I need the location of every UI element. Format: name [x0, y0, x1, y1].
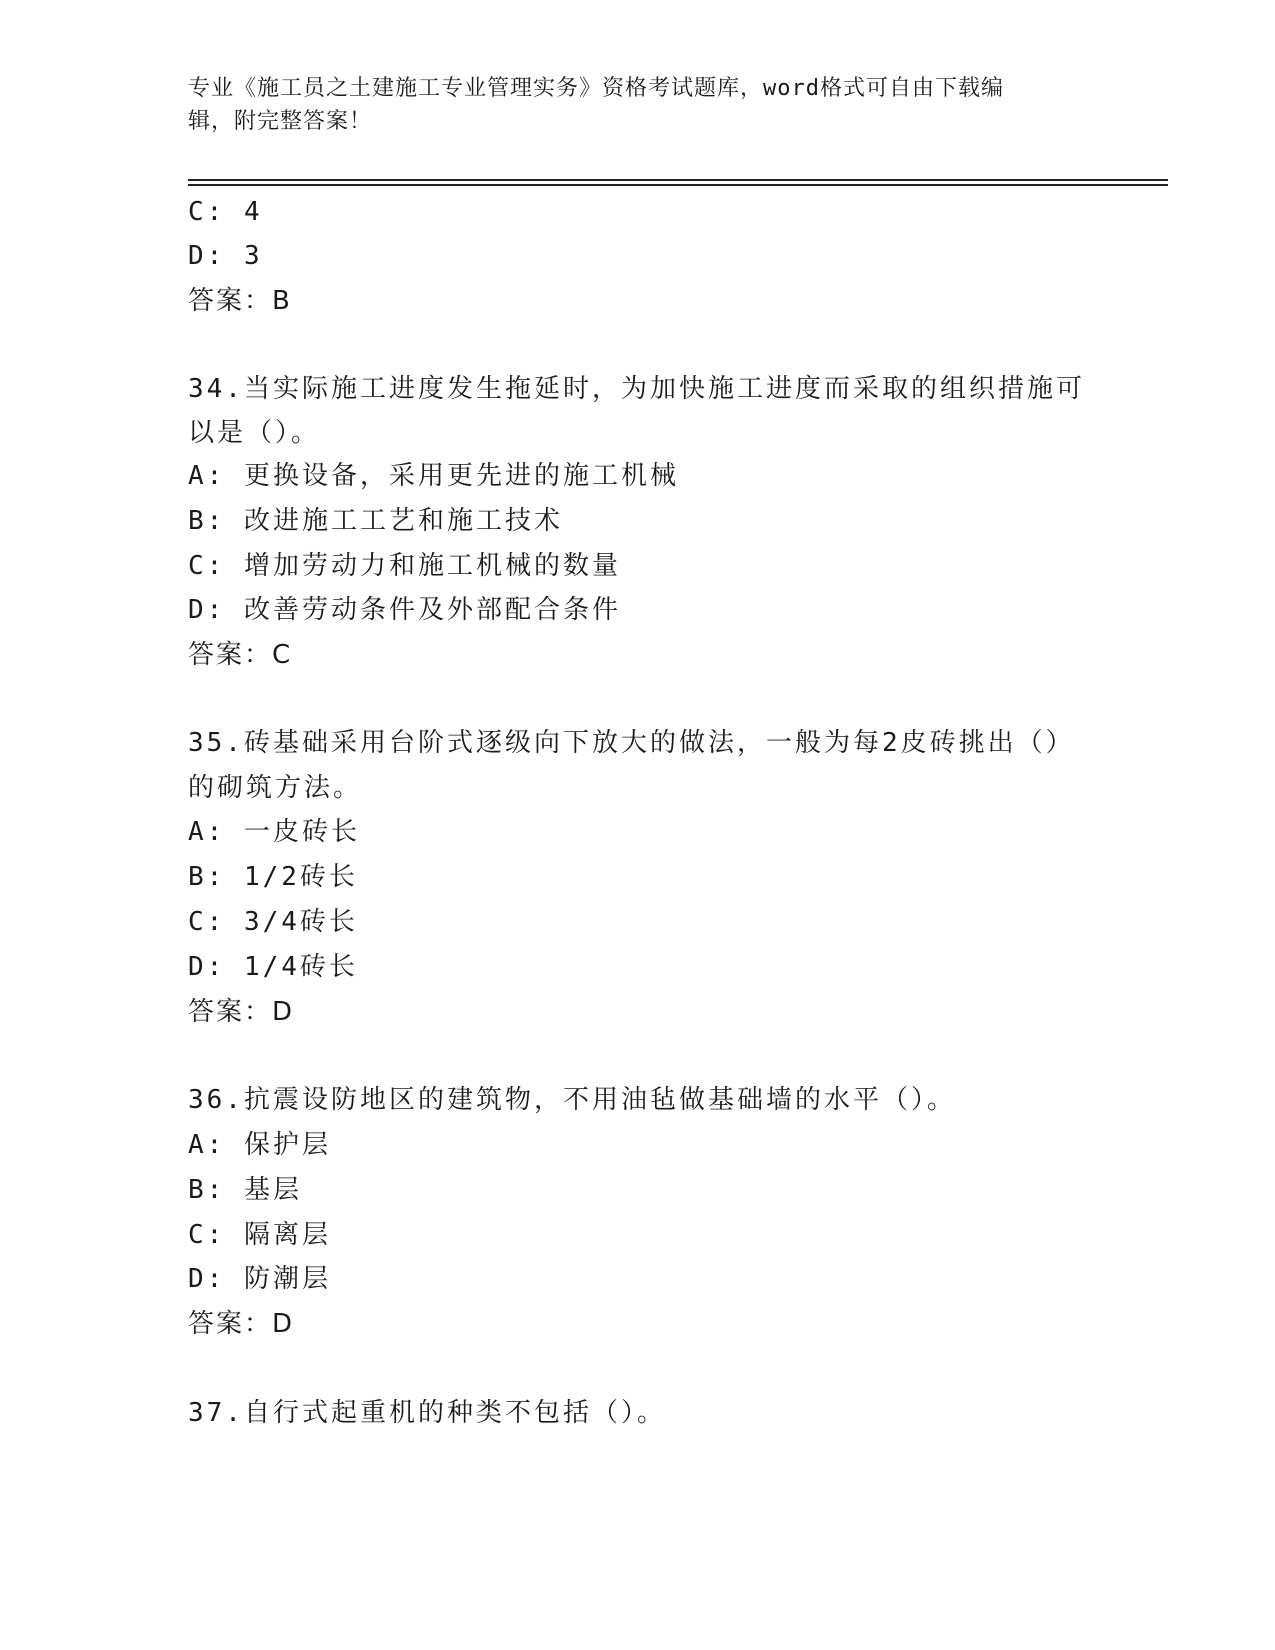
- q35-option-a: A: 一皮砖长: [188, 817, 360, 847]
- q35-option-b: B: 1/2砖长: [188, 862, 358, 892]
- q36-option-c: C: 隔离层: [188, 1220, 331, 1250]
- q34-answer: 答案：C: [188, 640, 293, 670]
- document-header: [188, 72, 1068, 138]
- q35-stem-line-1: 35.砖基础采用台阶式逐级向下放大的做法，一般为每2皮砖挑出（）: [188, 728, 1075, 758]
- q34-option-a: A: 更换设备，采用更先进的施工机械: [188, 461, 679, 491]
- header-line-2: 辑，附完整答案！: [188, 109, 373, 134]
- q36-option-d: D: 防潮层: [188, 1264, 331, 1294]
- q36-option-a: A: 保护层: [188, 1130, 331, 1160]
- q34-option-b: B: 改进施工工艺和施工技术: [188, 506, 563, 536]
- q35-answer: 答案：D: [188, 997, 295, 1027]
- q33-answer: 答案：B: [188, 286, 292, 316]
- q34-stem-line-2: 以是（）。: [188, 418, 321, 448]
- header-divider-bottom: [188, 184, 1168, 186]
- q34-stem-line-1: 34.当实际施工进度发生拖延时，为加快施工进度而采取的组织措施可: [188, 374, 1085, 404]
- q35-option-d: D: 1/4砖长: [188, 952, 358, 982]
- header-divider-top: [188, 179, 1168, 181]
- header-line-1: 专业《施工员之土建施工专业管理实务》资格考试题库，word格式可自由下载编: [188, 76, 1004, 101]
- q33-option-c: C: 4: [188, 197, 263, 227]
- q34-option-c: C: 增加劳动力和施工机械的数量: [188, 551, 621, 581]
- q33-option-d: D: 3: [188, 241, 263, 271]
- q36-stem: 36.抗震设防地区的建筑物，不用油毡做基础墙的水平（）。: [188, 1085, 956, 1115]
- q34-option-d: D: 改善劳动条件及外部配合条件: [188, 595, 621, 625]
- q37-stem: 37.自行式起重机的种类不包括（）。: [188, 1398, 666, 1428]
- q35-option-c: C: 3/4砖长: [188, 907, 358, 937]
- q35-stem-line-2: 的砌筑方法。: [188, 773, 363, 803]
- q36-option-b: B: 基层: [188, 1175, 302, 1205]
- q36-answer: 答案：D: [188, 1309, 295, 1339]
